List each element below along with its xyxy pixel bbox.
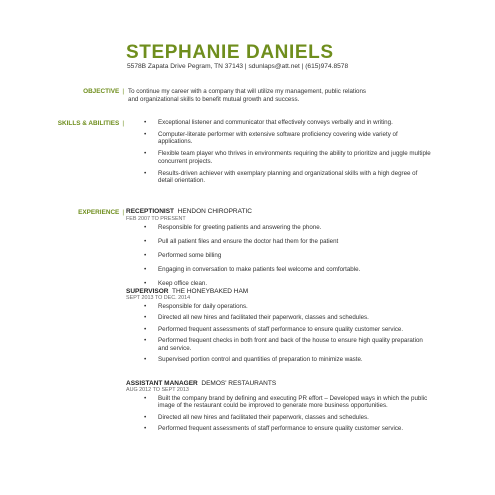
- duty-item: • Pull all patient files and ensure the doctor had them for the patient: [142, 238, 442, 245]
- skill-item: • Computer-literate performer with extensive software proficiency covering wide variety of applications.: [142, 131, 432, 146]
- experience-label: EXPERIENCE: [78, 209, 120, 216]
- duty-item: • Supervised portion control and quantities of preparation to minimize waste.: [142, 356, 432, 363]
- duty-item: • Keep office clean.: [142, 280, 442, 287]
- job-duties-list: [142, 303, 432, 363]
- job-role: ASSISTANT MANAGER: [126, 380, 198, 387]
- job-dates: SEPT 2013 TO DEC. 2014: [126, 295, 191, 301]
- duty-item: • Performed frequent checks in both front and back of the house to ensure high quality preparation and service.: [142, 337, 432, 352]
- objective-heading: [10, 88, 124, 95]
- job-title: [126, 380, 276, 387]
- section-divider: |: [122, 120, 124, 127]
- resume-name: STEPHANIE DANIELS: [126, 42, 334, 63]
- duty-item: • Responsible for daily operations.: [142, 303, 432, 310]
- experience-heading: [10, 209, 124, 216]
- duty-item: • Built the company brand by defining and executing PR effort – Developed ways in which the public image of the restaurant could be improved to generate more business opportunities.: [142, 395, 432, 410]
- job-title: [126, 208, 252, 215]
- skills-list: [142, 119, 432, 184]
- contact-info: 5578B Zapata Drive Pegram, TN 37143 | sdunlaps@att.net | (615)974.8578: [127, 63, 349, 70]
- job-company: HENDON CHIROPRATIC: [177, 208, 252, 215]
- objective-text: To continue my career with a company that will utilize my management, public relations and organizational skills to benefit mutual growth and success.: [128, 88, 366, 103]
- job-company: THE HONEYBAKED HAM: [172, 288, 249, 295]
- duty-item: • Directed all new hires and facilitated their paperwork, classes and schedules.: [142, 314, 432, 321]
- job-company: DEMOS' RESTAURANTS: [201, 380, 277, 387]
- section-divider: |: [122, 88, 124, 95]
- skills-label: SKILLS & ABILITIES: [57, 120, 120, 127]
- job-title: [126, 288, 248, 295]
- skill-item: • Exceptional listener and communicator that effectively conveys verbally and in writing.: [142, 119, 432, 126]
- job-dates: AUG 2012 TO SEPT 2013: [126, 387, 189, 393]
- job-dates: FEB 2007 TO PRESENT: [126, 216, 186, 222]
- job-duties-list: [142, 224, 442, 287]
- duty-item: • Engaging in conversation to make patients feel welcome and comfortable.: [142, 266, 442, 273]
- duty-item: • Performed frequent assessments of staff performance to ensure quality customer service.: [142, 425, 432, 432]
- duty-item: • Performed frequent assessments of staff performance to ensure quality customer service.: [142, 326, 432, 333]
- skill-item: • Flexible team player who thrives in environments requiring the ability to prioritize and juggle multiple concurrent projects.: [142, 150, 432, 165]
- skills-heading: [10, 120, 124, 127]
- duty-item: • Directed all new hires and facilitated their paperwork, classes and schedules.: [142, 414, 432, 421]
- objective-label: OBJECTIVE: [83, 88, 120, 95]
- job-duties-list: [142, 395, 432, 433]
- job-role: SUPERVISOR: [126, 288, 169, 295]
- duty-item: • Performed some billing: [142, 252, 442, 259]
- skill-item: • Results-driven achiever with exemplary planning and organizational skills with a high degree of detail orientation.: [142, 170, 432, 185]
- duty-item: • Responsible for greeting patients and answering the phone.: [142, 224, 442, 231]
- job-role: RECEPTIONIST: [126, 208, 175, 215]
- section-divider: |: [122, 209, 124, 216]
